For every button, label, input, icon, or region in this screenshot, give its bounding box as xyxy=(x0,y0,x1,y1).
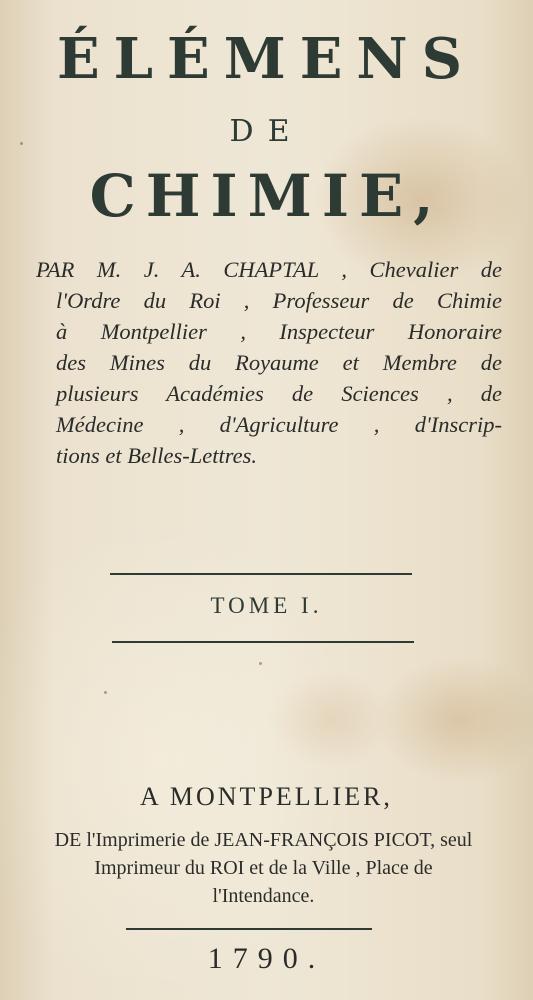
publication-place: A MONTPELLIER, xyxy=(140,782,393,811)
imprint-line-3: l'Intendance. xyxy=(212,885,315,907)
paper-speck xyxy=(259,662,262,665)
imprint-block xyxy=(26,826,501,910)
author-line-5: plusieurs Académies de Sciences , de xyxy=(56,381,502,406)
title-elemens: ÉLÉMENS xyxy=(56,26,477,92)
author-line-2: l'Ordre du Roi , Professeur de Chimie xyxy=(56,288,502,313)
paper-speck xyxy=(20,142,23,145)
divider-rule-bottom xyxy=(126,928,372,930)
paper-speck xyxy=(104,691,107,694)
author-block xyxy=(36,254,502,471)
divider-rule-top xyxy=(110,573,412,575)
title-chimie: CHIMIE, xyxy=(89,162,444,230)
divider-rule-middle xyxy=(112,641,414,643)
author-line-1: PAR M. J. A. CHAPTAL , Chevalier de xyxy=(36,257,502,282)
author-line-6: Médecine , d'Agriculture , d'Inscrip- xyxy=(56,412,502,437)
author-line-4: des Mines du Royaume et Membre de xyxy=(56,350,502,375)
imprint-line-2: Imprimeur du ROI et de la Ville , Place de xyxy=(94,857,433,879)
author-line-7: tions et Belles-Lettres. xyxy=(56,443,258,468)
author-line-3: à Montpellier , Inspecteur Honoraire xyxy=(56,319,502,344)
publication-year: 1790. xyxy=(207,942,326,975)
imprint-line-1: DE l'Imprimerie de JEAN-FRANÇOIS PICOT, seul xyxy=(54,829,473,851)
volume-label: TOME I. xyxy=(210,593,323,618)
title-de: DE xyxy=(229,114,304,149)
